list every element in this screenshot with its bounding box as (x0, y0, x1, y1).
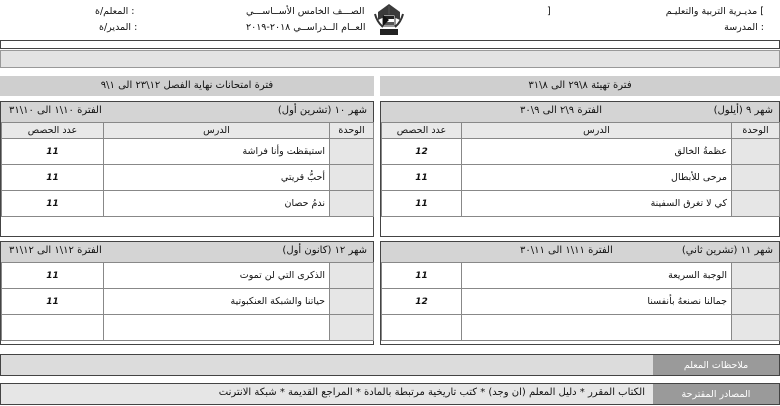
count-cell: 12 (382, 139, 462, 165)
lesson-cell (462, 315, 732, 341)
table-row (2, 191, 374, 217)
count-cell: 11 (382, 165, 462, 191)
count-cell (2, 315, 104, 341)
teacher-notes-label: ملاحظات المعلم (653, 355, 779, 375)
unit-cell (330, 263, 374, 289)
table-row (382, 165, 780, 191)
lesson-cell: عظمةُ الخالق (462, 139, 732, 165)
spacer-bar (0, 50, 780, 68)
month-11-period: الفترة ١١\١ الى ١١\٣٠ (520, 245, 613, 256)
count-cell: 11 (2, 139, 104, 165)
lesson-cell (104, 315, 330, 341)
month-12-block (0, 241, 374, 345)
directorate-label: مديـرية التربية والتعليـم [ (665, 6, 764, 17)
lesson-cell: ندمُ حصان (104, 191, 330, 217)
ministry-emblem-logo (369, 0, 409, 38)
lesson-cell: الذكرى التي لن تموت (104, 263, 330, 289)
unit-cell (732, 165, 780, 191)
suggested-sources-label: المصادر المقترحة (653, 384, 779, 404)
month-9-header (381, 102, 779, 123)
month-9-name: شهر ٩ (أيلول) (713, 105, 773, 116)
teacher-notes-row (0, 354, 780, 376)
lesson-cell: حياتنا والشبكة العنكبوتية (104, 289, 330, 315)
month-9-table (381, 122, 780, 217)
unit-cell (330, 315, 374, 341)
suggested-sources-row (0, 383, 780, 405)
count-cell: 12 (382, 289, 462, 315)
exam-period-banner: فترة امتحانات نهاية الفصل ١٢\٢٣ الى ١\٩ (0, 76, 374, 96)
lesson-column-header: الدرس (104, 123, 330, 139)
month-10-column-header (2, 123, 374, 139)
month-11-header (381, 242, 779, 263)
month-12-name: شهر ١٢ (كانون أول) (282, 245, 367, 256)
orientation-period-banner: فترة تهيئة ٨\٢٩ الى ٨\٣١ (380, 76, 780, 96)
month-12-period: الفترة ١٢\١ الى ١٢\٣١ (9, 245, 102, 256)
month-10-block (0, 101, 374, 237)
month-10-name: شهر ١٠ (تشرين أول) (277, 105, 367, 116)
month-10-header (1, 102, 373, 123)
lesson-column-header: الدرس (462, 123, 732, 139)
principal-label: المدير/ة : (99, 22, 138, 33)
teacher-label: المعلم/ة : (95, 6, 135, 17)
month-12-header (1, 242, 373, 263)
school-label: المدرسة : (724, 22, 764, 33)
lesson-cell: استيقظت وأنا فراشة (104, 139, 330, 165)
count-cell: 11 (382, 191, 462, 217)
table-row (382, 315, 780, 341)
header-divider-bar (0, 40, 780, 49)
count-cell: 11 (382, 263, 462, 289)
month-9-block (380, 101, 780, 237)
table-row (2, 289, 374, 315)
unit-column-header: الوحدة (732, 123, 780, 139)
lesson-cell: جمالنا نصنعهُ بأنفسنا (462, 289, 732, 315)
suggested-sources-text: الكتاب المقرر * دليل المعلم (ان وجد) * كتب تاريخية مرتبطة بالمادة * المراجع القديمة * شبكة الانترنت (218, 387, 645, 398)
count-cell: 11 (2, 263, 104, 289)
table-row (2, 139, 374, 165)
count-column-header: عدد الحصص (382, 123, 462, 139)
month-9-period: الفترة ٩\٢ الى ٩\٣٠ (520, 105, 602, 116)
count-cell: 11 (2, 289, 104, 315)
table-row (2, 263, 374, 289)
page-header (0, 0, 780, 40)
table-row (382, 263, 780, 289)
unit-cell (732, 289, 780, 315)
lesson-cell: الوجبة السريعة (462, 263, 732, 289)
grade-label: الصـــف الخامس الأســاســـي (246, 6, 365, 17)
month-11-name: شهر ١١ (تشرين ثاني) (681, 245, 773, 256)
unit-cell (330, 289, 374, 315)
lesson-cell: كي لا تغرق السفينة (462, 191, 732, 217)
unit-cell (330, 191, 374, 217)
month-10-period: الفترة ١٠\١ الى ١٠\٣١ (9, 105, 102, 116)
count-cell (382, 315, 462, 341)
unit-column-header: الوحدة (330, 123, 374, 139)
table-row (382, 289, 780, 315)
unit-cell (732, 139, 780, 165)
lesson-cell: أحبُّ قريتي (104, 165, 330, 191)
month-11-block (380, 241, 780, 345)
school-year-label: العــام الــدراســي ٢٠١٨-٢٠١٩ (246, 22, 366, 33)
table-row (382, 191, 780, 217)
table-row (2, 315, 374, 341)
month-9-column-header (382, 123, 780, 139)
unit-cell (732, 315, 780, 341)
month-11-table (381, 262, 780, 341)
count-cell: 11 (2, 191, 104, 217)
count-column-header: عدد الحصص (2, 123, 104, 139)
unit-cell (330, 165, 374, 191)
month-10-table (1, 122, 374, 217)
table-row (2, 165, 374, 191)
month-12-table (1, 262, 374, 341)
unit-cell (732, 191, 780, 217)
unit-cell (732, 263, 780, 289)
count-cell: 11 (2, 165, 104, 191)
unit-cell (330, 139, 374, 165)
directorate-bracket: ] (547, 6, 551, 17)
table-row (382, 139, 780, 165)
lesson-cell: مرحى للأبطال (462, 165, 732, 191)
